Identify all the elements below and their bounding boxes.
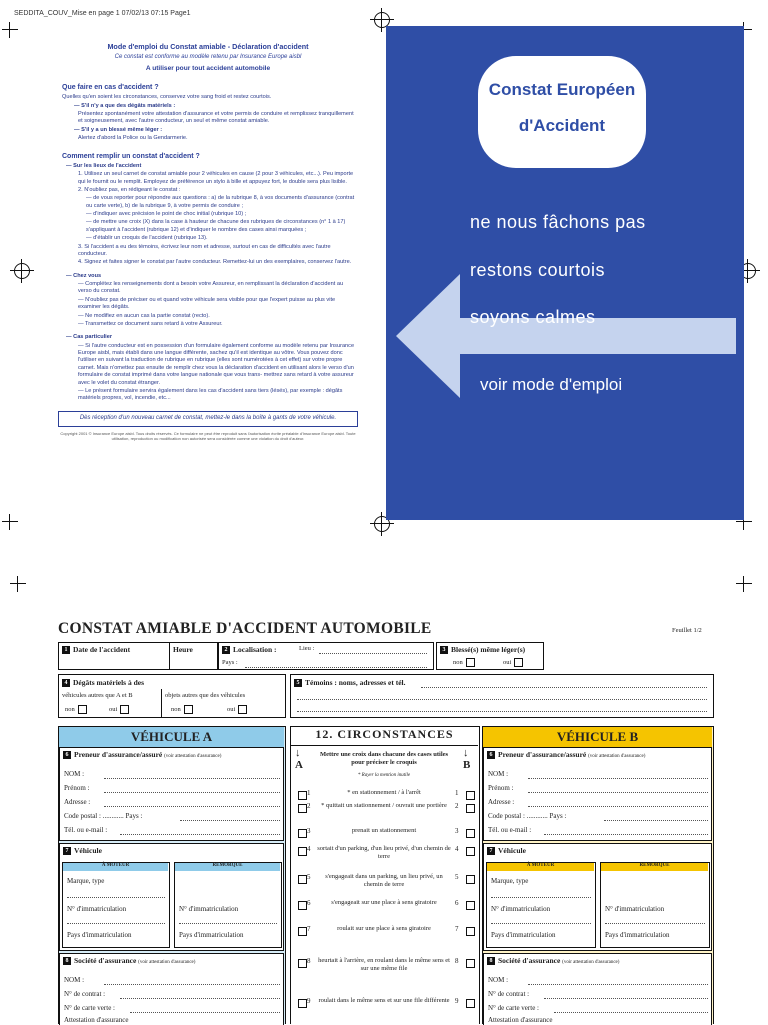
circumstance-text: s'engageait sur une place à sens giratoire [331,899,437,906]
insurer-name-a-label: NOM : [64,976,85,984]
instructions-panel [58,42,358,441]
circumstance-b-number: 7 [455,925,459,933]
postcode-b-label: Code postal : [488,812,525,820]
country-label: Pays : [222,659,238,666]
instr-text: — d'indiquer avec précision le point de choc initial (rubrique 10) ; [86,211,247,218]
section-vehicle-b[interactable]: 7 Véhicule À MOTEUR Marque, type N° d'immatriculation Pays d'immatriculation REMORQUE N° d'immatriculation Pays d'immatriculation [483,843,712,951]
circumstance-text: s'engageait dans un parking, un lieu privé, un chemin de terre [325,873,443,889]
instr-text: Quelles qu'en soient les circonstances, conservez votre sang froid et restez courtois. [62,94,272,101]
circumstance-b-number: 9 [455,997,459,1005]
vehicle-b-column [482,726,714,1024]
injured-no-checkbox[interactable] [466,658,475,667]
cover-title-line1: Constat Européen [488,80,636,99]
instr-text: 3. Si l'accident a eu des témoins, écrivez leur nom et adresse, surtout en cas de difficultés avec l'autre conducteur. [78,243,331,257]
crop-mark [10,576,26,592]
insurer-b-note: (voir attestation d'assurance) [562,960,620,965]
vehicle-a-column [58,726,286,1024]
circumstance-b-number: 8 [455,957,459,965]
crop-mark [736,576,752,592]
reg-country-b-label: Pays d'immatriculation [491,931,556,939]
circumstance-b-number: 5 [455,873,459,881]
circumstance-a-number: 9 [307,997,311,1005]
circumstances-title: 12. CIRCONSTANCES [291,727,478,746]
circumstance-b-number: 4 [455,845,459,853]
circumstance-a-checkbox[interactable] [298,829,307,838]
circumstance-b-checkbox[interactable] [466,959,475,968]
instr-text: — de mettre une croix (X) dans la case à hauteur de chacune des rubriques de circonstances (n° 1 à 17) s'appliquant à l'accident (rubrique 12) et d'indiquer le nombre des cases ainsi marquées ; [86,219,346,233]
circumstance-b-checkbox[interactable] [466,999,475,1008]
instr-text: Présentez spontanément votre attestation d'assurance et votre permis de conduire et remplissez tranquillement et soigneusement, avec l'autre conducteur, un seul et même constat amiable. [78,111,354,125]
circumstance-b-checkbox[interactable] [466,847,475,856]
vehicle-b-trailer [600,862,710,948]
damage-vehicles-no-checkbox[interactable] [78,705,87,714]
country-b-label: Pays : [549,812,567,820]
instr-text: — Si l'autre conducteur est en possession d'un formulaire également conforme au modèle retenu par Insurance Europe aisbl, mais établi dans une langue différente, sachez qu'il est identique au vôtre. Vous pouvez donc l'utiliser en suivant la traduction de rubrique en rubrique (elles sont numérotées à cet effet) sur votre propre carnet. Mais n'omettez pas ensuite de remplir chez vous la déclaration d'accident en utilisant alors le verso d'un formulaire de constat imprimé dans votre langue nationale que vous trans- mettrez sans retard à votre assureur avec le volet du constat étranger. [78,342,355,386]
instr-text: Alertez d'abord la Police ou la Gendarmerie. [78,135,188,142]
greencard-a-label: N° de carte verte : [64,1004,115,1012]
circumstance-a-number: 8 [307,957,311,965]
firstname-a-label: Prénom : [64,784,90,792]
vehicle-a-motor [62,862,170,948]
instr-text: — Transmettez ce document sans retard à votre Assureur. [78,320,223,327]
instr-text: — Complétez les renseignements dont a besoin votre Assureur, en remplissant la déclaration d'accident au verso du constat. [78,281,344,295]
circumstance-b-checkbox[interactable] [466,927,475,936]
trailer-reg-a-label: N° d'immatriculation [179,905,239,913]
section-policyholder-b[interactable]: 6 Preneur d'assurance/assuré (voir attestation d'assurance) NOM : Prénom : Adresse : Code postal : ............ Pays : Tél. ou e-mail : [483,747,712,841]
instr-subheading: — Chez vous [66,272,102,279]
circumstance-b-number: 6 [455,899,459,907]
circumstance-text: roulait dans le même sens et sur une file différente [318,997,450,1004]
print-slug: SEDDITA_COUV_Mise en page 1 07/02/13 07:15 Page1 [14,10,191,17]
damage-label: Dégâts matériels à des [73,678,145,687]
instr-subheading: — Sur les lieux de l'accident [66,162,142,169]
obj-no-label: non [171,705,181,713]
certificate-b-label: Attestation d'assurance [488,1016,553,1024]
circumstance-b-checkbox[interactable] [466,829,475,838]
section-circumstances [290,726,480,1024]
circumstance-a-number: 3 [307,827,311,835]
section-insurer-a[interactable]: 8 Société d'assurance (voir attestation d'assurance) NOM : N° de contrat : N° de carte verte : Attestation d'assurance [59,953,284,1025]
circumstance-a-number: 7 [307,925,311,933]
instructions-subtitle: Ce constat est conforme au modèle retenu par Insurance Europe aisbl [114,53,302,60]
damage-objects-no-checkbox[interactable] [184,705,193,714]
circumstance-a-checkbox[interactable] [298,875,307,884]
section-damage: 4 Dégâts matériels à des véhicules autres que A et B objets autres que des véhicules non oui non oui [58,674,286,718]
damage-objects-yes-checkbox[interactable] [238,705,247,714]
sheet-number: Feuillet 1/2 [672,627,702,634]
vehicle-a-trailer [174,862,282,948]
vehicle-b-header: VÉHICULE B [483,727,712,747]
section-witnesses[interactable]: 5 Témoins : noms, adresses et tél. [290,674,714,718]
instr-text: — Le présent formulaire servira également dans les cas d'accident sans tiers (lésés), par exemple : dégâts matériels propres, vol, incendie, etc... [78,387,343,402]
circumstance-a-checkbox[interactable] [298,791,307,800]
firstname-b-label: Prénom : [488,784,514,792]
slogan-line3: soyons calmes [470,307,596,327]
column-b-letter: B [463,759,471,771]
circumstance-b-checkbox[interactable] [466,901,475,910]
heading-what-to-do: Que faire en cas d'accident ? [62,84,159,92]
make-b-label: Marque, type [491,877,529,885]
slogan-line2: restons courtois [470,260,606,280]
circumstance-b-checkbox[interactable] [466,875,475,884]
instr-text: 1. Utilisez un seul carnet de constat amiable pour 2 véhicules en cause (2 pour 3 véhicules, etc...). Peu importe qui le fournit ou le remplit. Employez de préférence un stylo à bille et appuyez fort, le double sera plus lisible. [78,171,354,185]
country-a-label: Pays : [125,812,143,820]
circumstance-b-number: 2 [455,802,459,810]
instr-subheading: — S'il n'y a que des dégâts matériels : [74,102,176,109]
injured-label: Blessé(s) même léger(s) [451,645,526,654]
motor-a-label: À MOTEUR [63,863,168,871]
vehicle-b-motor [486,862,596,948]
crop-mark [2,514,18,530]
damage-objects-label: objets autres que des véhicules [165,692,246,699]
section-policyholder-a[interactable]: 6 Preneur d'assurance/assuré (voir attestation d'assurance) NOM : Prénom : Adresse : Code postal : ............ Pays : Tél. ou e-mail : [59,747,284,841]
policyholder-a-label: Preneur d'assurance/assuré [74,750,163,759]
injured-yes-checkbox[interactable] [514,658,523,667]
circumstance-a-number: 1 [307,789,311,797]
make-a-label: Marque, type [67,877,105,885]
reg-a-label: N° d'immatriculation [67,905,127,913]
heading-how-to-fill: Comment remplir un constat d'accident ? [62,152,200,160]
section-vehicle-a[interactable]: 7 Véhicule À MOTEUR Marque, type N° d'immatriculation Pays d'immatriculation REMORQUE N° d'immatriculation Pays d'immatriculation [59,843,284,951]
instr-text: — d'établir un croquis de l'accident (rubrique 13). [86,235,208,242]
circumstance-a-checkbox[interactable] [298,999,307,1008]
postcode-a-label: Code postal : [64,812,101,820]
circumstance-text: prenait un stationnement [351,827,417,834]
form-title: CONSTAT AMIABLE D'ACCIDENT AUTOMOBILE [58,620,432,637]
time-label: Heure [173,645,193,654]
trailer-a-label: REMORQUE [175,863,280,871]
circumstance-b-number: 1 [455,789,459,797]
obj-yes-label: oui [227,705,236,713]
circumstance-text: * en stationnement / à l'arrêt [347,789,421,796]
circumstance-text: * quittait un stationnement / ouvrait une portière [321,802,447,809]
crop-mark [2,22,18,38]
reg-country-a-label: Pays d'immatriculation [67,931,132,939]
date-label: Date de l'accident [73,645,131,654]
circumstance-text: heurtait à l'arrière, en roulant dans le même sens et sur une même file [318,957,450,973]
circumstance-a-number: 6 [307,899,311,907]
location-label: Localisation : [233,645,277,654]
vehicle-b-label: Véhicule [498,846,526,855]
circumstances-note: * Rayer la mention inutile [357,773,411,778]
instr-subheading: — Cas particulier [66,334,113,341]
place-label: Lieu : [299,645,315,652]
cover-panel [386,26,744,520]
circumstance-b-checkbox[interactable] [466,791,475,800]
cover-title-line2: d'Accident [518,116,606,135]
glovebox-note: Dès réception d'un nouveau carnet de constat, mettez-le dans la boîte à gants de votre véhicule. [58,411,358,427]
reg-b-label: N° d'immatriculation [491,905,551,913]
phone-a-label: Tél. ou e-mail : [64,826,108,834]
damage-vehicles-label: véhicules autres que A et B [62,692,133,699]
motor-b-label: À MOTEUR [487,863,594,871]
circumstance-a-checkbox[interactable] [298,804,307,813]
injured-yes-label: oui [503,658,512,666]
instr-text: — N'oubliez pas de préciser ou et quand votre véhicule sera visible pour que l'expert puisse au plus vite examiner les dégâts. [78,296,336,311]
trailer-country-a-label: Pays d'immatriculation [179,931,244,939]
circumstance-b-checkbox[interactable] [466,804,475,813]
trailer-country-b-label: Pays d'immatriculation [605,931,670,939]
section-date[interactable]: 1 Date de l'accident Heure [58,642,218,670]
title-bubble [478,56,646,168]
damage-vehicles-yes-checkbox[interactable] [120,705,129,714]
circumstance-a-checkbox[interactable] [298,927,307,936]
insurer-a-note: (voir attestation d'assurance) [138,960,196,965]
policyholder-b-label: Preneur d'assurance/assuré [498,750,587,759]
registration-mark [14,263,30,279]
vehicle-a-label: Véhicule [74,846,102,855]
policy-b-label: N° de contrat : [488,990,530,998]
veh-no-label: non [65,705,75,713]
instr-text: — de vous reporter pour répondre aux questions : a) de la rubrique 8, à vos documents d'assurance (contrat ou carte verte), b) de la rubrique 9, à votre permis de conduire ; [86,195,355,209]
policyholder-a-note: (voir attestation d'assurance) [164,754,222,759]
trailer-b-label: REMORQUE [601,863,708,871]
witnesses-label: Témoins : noms, adresses et tél. [305,678,406,687]
see-instructions-label: voir mode d'emploi [480,375,623,394]
circumstance-b-number: 3 [455,827,459,835]
circumstance-a-number: 5 [307,873,311,881]
circumstance-a-number: 4 [307,845,311,853]
column-a-label: ↓ A [295,747,303,771]
section-insurer-b[interactable]: 8 Société d'assurance (voir attestation d'assurance) NOM : N° de contrat : N° de carte verte : Attestation d'assurance [483,953,712,1025]
insurer-b-label: Société d'assurance [498,956,561,965]
circumstances-instruction: Mettre une croix dans chacune des cases utiles pour préciser le croquis [319,751,449,767]
instructions-usage: A utiliser pour tout accident automobile [145,65,271,73]
instr-text: 2. N'oubliez pas, en rédigeant le constat : [78,186,181,193]
copyright: Copyright 2001 © Insurance Europe aisbl. Tous droits réservés. Ce formulaire ne peut être reproduit sans l'autorisation écrite préalable d'Insurance Europe aisbl. Toute utilisation, reproduction ou modification non autorisée sera considérée comme une violation du droit d'auteur. [60,430,356,441]
circumstance-a-checkbox[interactable] [298,959,307,968]
circumstance-text: sortait d'un parking, d'un lieu privé, d'un chemin de terre [317,845,451,861]
vehicle-a-header: VÉHICULE A [59,727,284,747]
insurer-a-label: Société d'assurance [74,956,137,965]
instructions-title: Mode d'emploi du Constat amiable - Déclaration d'accident [107,42,309,51]
insurer-name-b-label: NOM : [488,976,509,984]
circumstance-a-checkbox[interactable] [298,847,307,856]
name-a-label: NOM : [64,770,85,778]
instr-subheading: — S'il y a un blessé même léger : [74,126,163,133]
section-injured[interactable]: 3 Blessé(s) même léger(s) non oui [436,642,544,670]
certificate-a-label: Attestation d'assurance [64,1016,129,1024]
veh-yes-label: oui [109,705,118,713]
name-b-label: NOM : [488,770,509,778]
address-b-label: Adresse : [488,798,515,806]
section-location[interactable]: 2 Localisation : Lieu : Pays : [218,642,434,670]
circumstance-a-checkbox[interactable] [298,901,307,910]
instr-text: 4. Signez et faites signer le constat par l'autre conducteur. Remettez-lui un des exemplaires, conservez l'autre. [78,259,352,266]
phone-b-label: Tél. ou e-mail : [488,826,532,834]
injured-no-label: non [453,658,463,666]
trailer-reg-b-label: N° d'immatriculation [605,905,665,913]
greencard-b-label: N° de carte verte : [488,1004,539,1012]
address-a-label: Adresse : [64,798,91,806]
policy-a-label: N° de contrat : [64,990,106,998]
slogan-line1: ne nous fâchons pas [470,212,646,232]
column-b-label: ↓ B [463,747,471,771]
circumstance-a-number: 2 [307,802,311,810]
instr-text: — Ne modifiez en aucun cas la partie constat (recto). [78,312,210,319]
policyholder-b-note: (voir attestation d'assurance) [588,754,646,759]
circumstance-text: roulait sur une place à sens giratoire [337,925,431,932]
column-a-letter: A [295,759,303,771]
